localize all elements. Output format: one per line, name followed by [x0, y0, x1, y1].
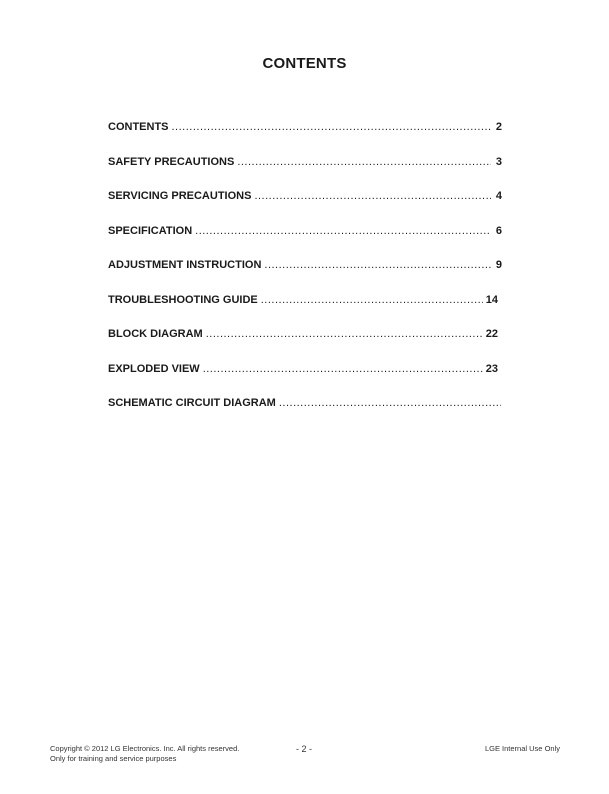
copyright-text: Copyright © 2012 LG Electronics. Inc. All rights reserved. — [50, 744, 240, 753]
toc-leader-dots — [206, 328, 483, 340]
toc-entry-label: TROUBLESHOOTING GUIDE — [108, 293, 258, 306]
toc-leader-dots — [203, 363, 483, 375]
toc-entry-safety-precautions[interactable] — [108, 156, 504, 191]
toc-entry-servicing-precautions[interactable] — [108, 190, 504, 225]
toc-leader-dots — [254, 190, 491, 202]
toc-entry-label: SAFETY PRECAUTIONS — [108, 155, 235, 168]
toc-entry-specification[interactable] — [108, 225, 504, 260]
toc-entry-page: 4 — [495, 190, 502, 202]
toc-entry-page: 6 — [495, 224, 502, 237]
toc-entry-label: ADJUSTMENT INSTRUCTION — [108, 259, 262, 271]
toc-entry-schematic-circuit-diagram[interactable] — [108, 397, 504, 432]
footer-left — [50, 744, 239, 764]
table-of-contents — [108, 121, 504, 432]
toc-entry-contents[interactable] — [108, 121, 504, 156]
toc-entry-page: 9 — [495, 259, 502, 271]
toc-leader-dots — [237, 156, 491, 168]
toc-entry-label: CONTENTS — [108, 121, 169, 133]
toc-entry-page: 22 — [485, 328, 498, 340]
toc-leader-dots — [279, 397, 501, 409]
toc-entry-label: SCHEMATIC CIRCUIT DIAGRAM — [108, 397, 276, 409]
toc-leader-dots — [195, 225, 491, 237]
toc-entry-label: BLOCK DIAGRAM — [108, 328, 203, 340]
toc-leader-dots — [172, 121, 492, 133]
toc-entry-label: SPECIFICATION — [108, 224, 193, 237]
toc-leader-dots — [261, 294, 483, 306]
toc-entry-adjustment-instruction[interactable] — [108, 259, 504, 294]
page-number: - 2 - — [296, 744, 313, 754]
toc-entry-page: 3 — [495, 155, 502, 168]
toc-entry-label: EXPLODED VIEW — [108, 362, 200, 375]
toc-entry-page: 14 — [485, 293, 498, 306]
toc-entry-label: SERVICING PRECAUTIONS — [108, 190, 252, 202]
toc-entry-troubleshooting-guide[interactable] — [108, 294, 504, 329]
internal-use-label: LGE Internal Use Only — [484, 744, 560, 753]
toc-entry-exploded-view[interactable] — [108, 363, 504, 398]
toc-entry-page: 23 — [485, 362, 498, 375]
usage-note: Only for training and service purposes — [50, 754, 177, 763]
toc-entry-block-diagram[interactable] — [108, 328, 504, 363]
toc-entry-page: 2 — [495, 121, 502, 133]
toc-leader-dots — [264, 259, 491, 271]
page-title: CONTENTS — [262, 55, 347, 72]
